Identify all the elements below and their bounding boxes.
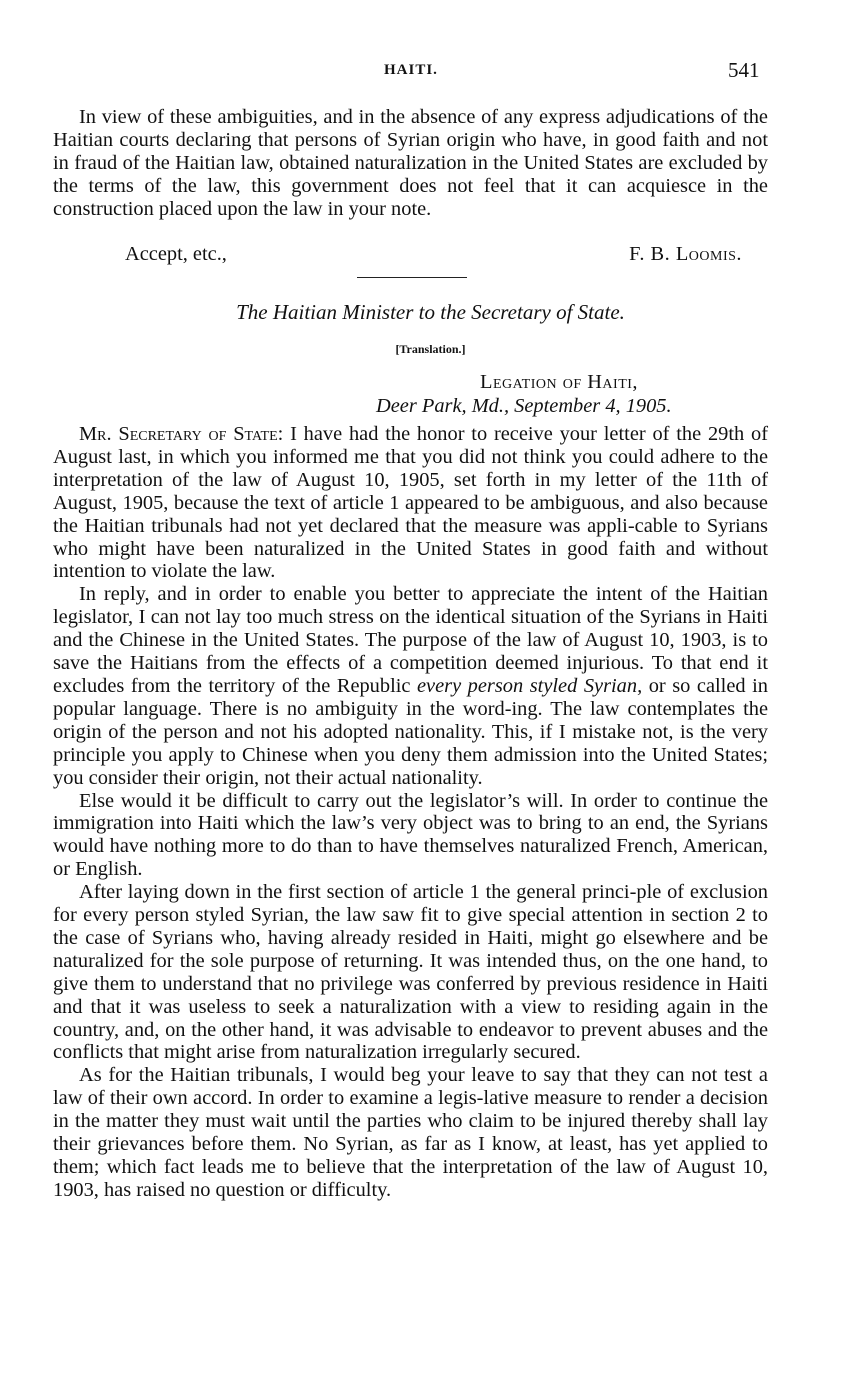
closing-signature: F. B. Loomis. [629,243,742,265]
closing-line [53,243,742,267]
page-number: 541 [728,58,760,82]
paragraph-2-text-a: In reply, and in order to enable you better to appreciate the intent of the Haitian legislator, I can not lay too much stress on the identical situation of the Syrians in Haiti and the Chinese in the United States. The purpose of the law of August 10, 1903, is to save the Haitians from the effects of a competition deemed injurious. To that end it excludes from the territory of the Republic [53,583,768,697]
salutation: Mr. Secretary of State: [79,423,284,445]
legation-line: Legation of Haiti, [480,371,639,393]
intro-paragraph-block [53,106,768,221]
paragraph-2 [53,583,768,789]
letter-heading: The Haitian Minister to the Secretary of State. [236,300,625,324]
paragraph-2-emphasis: every person styled Syrian, [417,674,643,697]
paragraph-1-text: I have had the honor to receive your letter of the 29th of August last, in which you informed me that you did not think you could adhere to the interpretation of the law of August 10, 1905, set forth in my letter of the 11th of August, 1905, because the text of article 1 appeared to be ambiguous, and also because the Haitian tribunals had not yet declared that the measure was appli-cable to Syrians who might have been naturalized in the United States in good faith and without intention to violate the law. [53,423,768,583]
translation-note: [Translation.] [395,342,466,356]
paragraph-5: As for the Haitian tribunals, I would beg your leave to say that they can not test a law of their own accord. In order to examine a legis-lative measure to render a decision in the matter they must wait until the parties who claim to be injured thereby shall lay their grievances before them. No Syrian, as far as I know, at least, has yet applied to them; which fact leads me to believe that the interpretation of the law of August 10, 1903, has raised no question or difficulty. [53,1064,768,1201]
closing-accept: Accept, etc., [125,243,227,265]
running-head-title: HAITI. [384,62,438,78]
paragraph-3: Else would it be difficult to carry out the legislator’s will. In order to continue the immigration into Haiti which the law’s very object was to bring to an end, the Syrians would have nothing more to do than to have themselves naturalized French, American, or English. [53,789,768,881]
intro-paragraph: In view of these ambiguities, and in the absence of any express adjudications of the Haitian courts declaring that persons of Syrian origin who have, in good faith and not in fraud of the Haitian law, obtained naturalization in the United States are excluded by the terms of the law, this government does not feel that it can acquiesce in the construction placed upon the law in your note. [53,106,768,220]
letter-body [53,423,768,1202]
dateline: Deer Park, Md., September 4, 1905. [376,395,672,417]
running-head [0,60,861,84]
paragraph-4: After laying down in the first section of article 1 the general princi-ple of exclusion for every person styled Syrian, the law saw fit to give special attention in section 2 to the case of Syrians who, having already resided in Haiti, might go elsewhere and be naturalized for the sole purpose of returning. It was intended thus, on the one hand, to give them to understand that no privilege was conferred by previous residence in Haiti and that it was useless to seek a naturalization with a view to residing again in the country, and, on the other hand, it was advisable to endeavor to prevent abuses and the conflicts that might arise from naturalization irregularly secured. [53,881,768,1064]
paragraph-1 [53,423,768,583]
paragraph-2-text-b: or so called in popular language. There is no ambiguity in the word-ing. The law contemplates the origin of the person and not his adopted nationality. This, if I mistake not, is the very principle you apply to Chinese when you deny them admission into the United States; you consider their origin, not their actual nationality. [53,674,768,789]
section-divider [357,277,467,278]
